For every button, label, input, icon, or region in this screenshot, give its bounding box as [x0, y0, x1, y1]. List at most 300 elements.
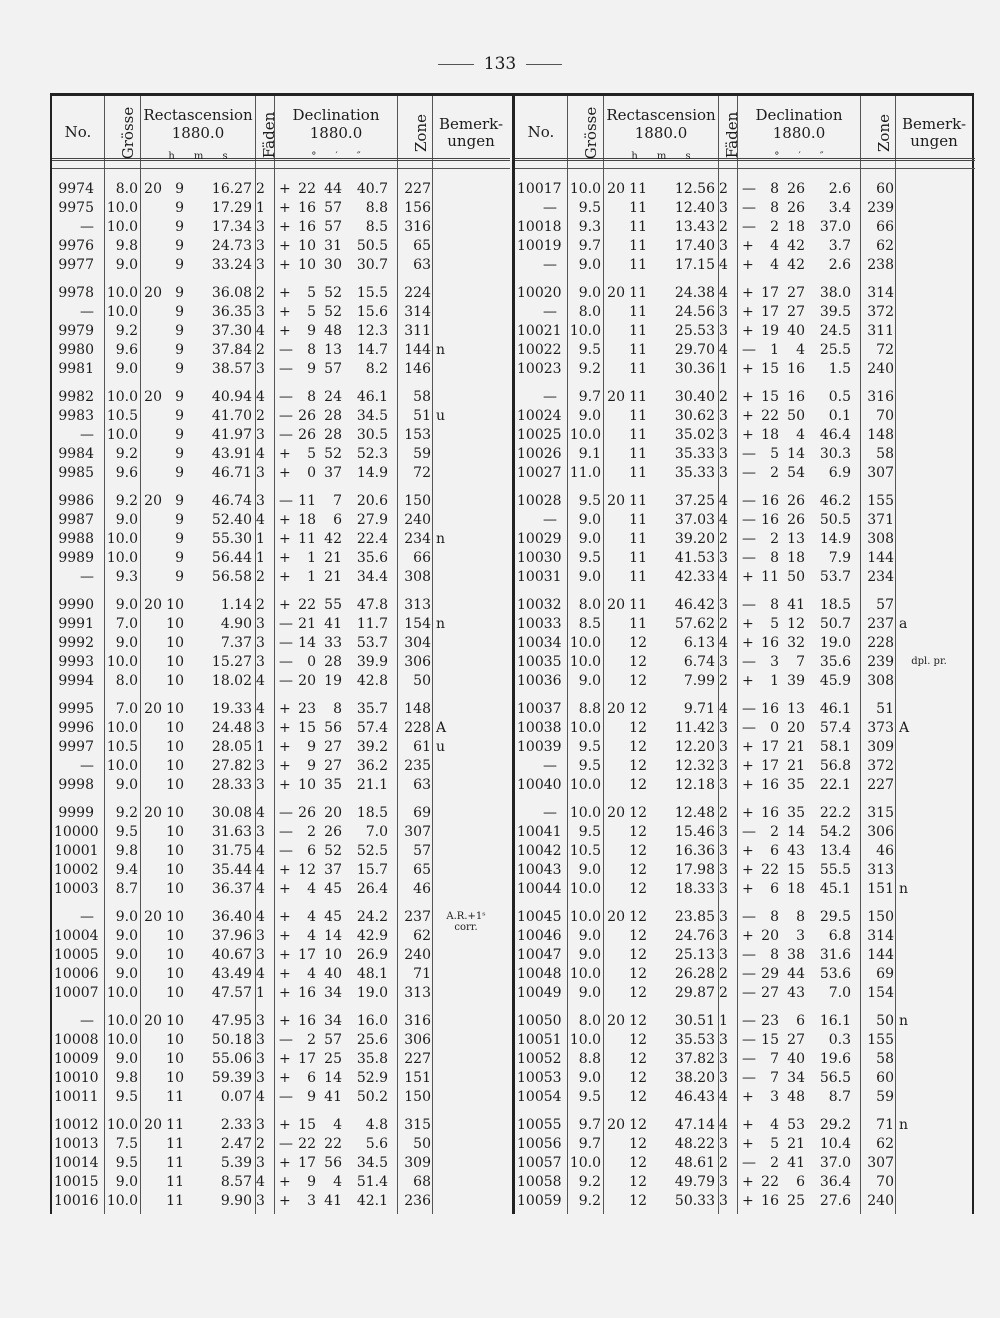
dec-arcmin: 52	[324, 304, 342, 320]
ra-minutes: 10	[166, 673, 184, 689]
ra-seconds: 6.13	[683, 635, 715, 651]
dec-sign: +	[279, 1070, 291, 1086]
ra-seconds: 43.49	[211, 966, 252, 982]
ra-seconds: 24.56	[674, 304, 715, 320]
ra-seconds: 31.75	[211, 843, 252, 859]
faeden-count: 2	[256, 569, 265, 585]
dec-arcmin: 57	[324, 200, 342, 216]
dec-arcsec: 34.5	[356, 1155, 388, 1171]
table-row	[52, 700, 510, 719]
faeden-count: 3	[719, 947, 728, 963]
ra-minutes: 9	[175, 550, 184, 566]
zone-number: 58	[876, 446, 894, 462]
dec-sign: +	[279, 200, 291, 216]
dec-arcmin: 44	[787, 966, 805, 982]
header-groesse: Grösse	[119, 106, 138, 160]
star-number: 10038	[517, 720, 562, 736]
table-row	[52, 615, 510, 634]
dec-arcsec: 15.6	[356, 304, 388, 320]
dec-degrees: 2	[770, 531, 779, 547]
zone-number: 313	[867, 862, 894, 878]
dec-sign: +	[742, 843, 754, 859]
star-number: 10045	[517, 909, 562, 925]
magnitude: 9.2	[578, 1174, 601, 1190]
table-row	[52, 322, 510, 341]
ra-minutes: 12	[629, 701, 647, 717]
zone-number: 308	[404, 569, 431, 585]
zone-number: 70	[876, 408, 894, 424]
zone-number: 71	[876, 1117, 894, 1133]
dec-sign: +	[742, 1193, 754, 1209]
dec-arcmin: 26	[324, 824, 342, 840]
faeden-count: 4	[719, 512, 728, 528]
table-row	[515, 984, 975, 1003]
star-number: 10006	[54, 966, 99, 982]
dec-sign: +	[742, 673, 754, 689]
ra-seconds: 36.37	[211, 881, 252, 897]
magnitude: 9.5	[578, 1089, 601, 1105]
dec-arcsec: 39.5	[819, 304, 851, 320]
dec-arcsec: 22.2	[819, 805, 851, 821]
star-number: 10039	[517, 739, 562, 755]
ra-seconds: 12.40	[674, 200, 715, 216]
dec-sign: +	[742, 569, 754, 585]
dec-degrees: 10	[298, 238, 316, 254]
dec-sign: +	[279, 465, 291, 481]
dec-arcmin: 21	[324, 569, 342, 585]
ra-minutes: 9	[175, 389, 184, 405]
zone-number: 60	[876, 1070, 894, 1086]
dec-degrees: 4	[770, 238, 779, 254]
star-number: 9995	[58, 701, 94, 717]
dec-degrees: 15	[298, 1117, 316, 1133]
dec-degrees: 3	[770, 654, 779, 670]
dec-degrees: 21	[298, 616, 316, 632]
ra-seconds: 12.56	[674, 181, 715, 197]
magnitude: 9.0	[115, 777, 138, 793]
zone-number: 58	[876, 1051, 894, 1067]
ra-minutes: 11	[166, 1136, 184, 1152]
ra-seconds: 37.03	[674, 512, 715, 528]
ra-seconds: 25.13	[674, 947, 715, 963]
dec-degrees: 26	[298, 805, 316, 821]
dec-arcmin: 10	[324, 947, 342, 963]
zone-number: 316	[404, 1013, 431, 1029]
ra-minutes: 11	[629, 408, 647, 424]
table-row	[52, 946, 510, 965]
dec-degrees: 0	[307, 465, 316, 481]
ra-seconds: 42.33	[674, 569, 715, 585]
dec-degrees: 7	[770, 1070, 779, 1086]
dec-sign: +	[742, 739, 754, 755]
dec-degrees: 4	[307, 928, 316, 944]
zone-number: 239	[867, 200, 894, 216]
magnitude: 10.0	[106, 654, 138, 670]
ra-minutes: 9	[175, 512, 184, 528]
dec-arcsec: 36.4	[819, 1174, 851, 1190]
ra-hours: 20	[144, 493, 162, 509]
dec-arcsec: 52.3	[356, 446, 388, 462]
ra-minutes: 11	[629, 389, 647, 405]
faeden-count: 4	[719, 493, 728, 509]
ra-minutes: 11	[629, 493, 647, 509]
star-number: 10034	[517, 635, 562, 651]
dec-degrees: 5	[307, 304, 316, 320]
ra-minutes: 11	[629, 219, 647, 235]
dec-arcsec: 37.0	[819, 1155, 851, 1171]
star-number: 10008	[54, 1032, 99, 1048]
header-subrule	[515, 168, 975, 169]
ra-seconds: 17.34	[211, 219, 252, 235]
star-number: —	[543, 758, 557, 774]
zone-number: 240	[867, 1193, 894, 1209]
magnitude: 10.0	[106, 1117, 138, 1133]
dec-arcmin: 7	[796, 654, 805, 670]
ra-seconds: 30.40	[674, 389, 715, 405]
dec-arcmin: 7	[333, 493, 342, 509]
dec-degrees: 1	[307, 550, 316, 566]
dec-arcmin: 13	[787, 531, 805, 547]
star-number: 10043	[517, 862, 562, 878]
dec-sign: —	[742, 947, 756, 963]
faeden-count: 3	[719, 1070, 728, 1086]
faeden-count: 2	[256, 1136, 265, 1152]
ra-seconds: 1.14	[220, 597, 252, 613]
ra-minutes: 12	[629, 1070, 647, 1086]
table-row	[52, 407, 510, 426]
dec-degrees: 11	[298, 493, 316, 509]
dec-arcmin: 37	[324, 862, 342, 878]
table-row	[515, 322, 975, 341]
faeden-count: 1	[256, 985, 265, 1001]
star-number: 10018	[517, 219, 562, 235]
dec-sign: +	[279, 928, 291, 944]
dec-arcmin: 52	[324, 285, 342, 301]
ra-seconds: 25.53	[674, 323, 715, 339]
ra-minutes: 12	[629, 805, 647, 821]
dec-degrees: 16	[761, 635, 779, 651]
dec-arcmin: 4	[796, 427, 805, 443]
faeden-count: 3	[719, 200, 728, 216]
faeden-count: 1	[256, 531, 265, 547]
dec-arcsec: 56.5	[819, 1070, 851, 1086]
star-number: —	[543, 389, 557, 405]
dec-arcmin: 14	[787, 824, 805, 840]
dec-arcsec: 40.7	[356, 181, 388, 197]
ra-minutes: 10	[166, 1013, 184, 1029]
header-ra-epoch: 1880.0	[634, 124, 688, 142]
dec-arcsec: 46.4	[819, 427, 851, 443]
magnitude: 10.0	[569, 654, 601, 670]
dec-sign: —	[742, 446, 756, 462]
faeden-count: 3	[256, 219, 265, 235]
faeden-count: 2	[256, 597, 265, 613]
dec-arcmin: 13	[787, 701, 805, 717]
ra-seconds: 16.27	[211, 181, 252, 197]
magnitude: 9.2	[115, 493, 138, 509]
dec-arcmin: 34	[324, 985, 342, 1001]
dec-arcmin: 57	[324, 361, 342, 377]
ra-minutes: 11	[166, 1174, 184, 1190]
magnitude: 10.0	[106, 427, 138, 443]
zone-number: 227	[404, 1051, 431, 1067]
dec-arcsec: 16.0	[356, 1013, 388, 1029]
faeden-count: 2	[719, 985, 728, 1001]
faeden-count: 3	[256, 257, 265, 273]
dec-arcmin: 26	[787, 493, 805, 509]
dec-arcsec: 8.2	[365, 361, 388, 377]
dec-arcmin: 48	[324, 323, 342, 339]
magnitude: 10.0	[569, 966, 601, 982]
magnitude: 10.0	[106, 531, 138, 547]
dec-arcmin: 14	[324, 1070, 342, 1086]
dec-arcsec: 53.7	[356, 635, 388, 651]
dec-arcmin: 18	[787, 550, 805, 566]
dec-arcsec: 57.4	[819, 720, 851, 736]
zone-number: 237	[867, 616, 894, 632]
magnitude: 9.2	[115, 323, 138, 339]
faeden-count: 1	[256, 200, 265, 216]
faeden-count: 3	[719, 720, 728, 736]
zone-number: 228	[867, 635, 894, 651]
dec-degrees: 5	[770, 446, 779, 462]
dec-degrees: 8	[770, 947, 779, 963]
table-row	[52, 256, 510, 275]
dec-sign: +	[742, 1174, 754, 1190]
ra-minutes: 10	[166, 1051, 184, 1067]
zone-number: 308	[867, 531, 894, 547]
ra-seconds: 33.24	[211, 257, 252, 273]
dec-sign: —	[279, 1032, 293, 1048]
table-row	[515, 180, 975, 199]
zone-number: 146	[404, 361, 431, 377]
dec-degrees: 5	[307, 285, 316, 301]
magnitude: 10.0	[106, 550, 138, 566]
dec-arcsec: 48.1	[356, 966, 388, 982]
dec-arcsec: 35.6	[356, 550, 388, 566]
star-number: 10040	[517, 777, 562, 793]
table-row	[52, 445, 510, 464]
dec-degrees: 22	[298, 181, 316, 197]
ra-seconds: 37.84	[211, 342, 252, 358]
zone-number: 58	[413, 389, 431, 405]
faeden-count: 3	[256, 304, 265, 320]
ra-seconds: 35.33	[674, 465, 715, 481]
star-number: 10054	[517, 1089, 562, 1105]
table-row	[52, 530, 510, 549]
dec-arcmin: 19	[324, 673, 342, 689]
ra-minutes: 12	[629, 881, 647, 897]
remark: a	[899, 616, 908, 632]
table-row	[52, 842, 510, 861]
star-number: 10052	[517, 1051, 562, 1067]
dec-arcsec: 26.9	[356, 947, 388, 963]
dec-sign: +	[279, 1117, 291, 1133]
dec-arcsec: 42.8	[356, 673, 388, 689]
table-row	[515, 549, 975, 568]
dec-degrees: 10	[298, 777, 316, 793]
star-number: 9974	[58, 181, 94, 197]
dec-arcmin: 45	[324, 909, 342, 925]
ra-minutes: 12	[629, 720, 647, 736]
ra-seconds: 28.33	[211, 777, 252, 793]
dec-degrees: 22	[761, 408, 779, 424]
ra-minutes: 10	[166, 843, 184, 859]
ra-minutes: 10	[166, 654, 184, 670]
table-row	[52, 634, 510, 653]
dec-arcmin: 8	[333, 701, 342, 717]
ra-seconds: 48.61	[674, 1155, 715, 1171]
magnitude: 9.6	[115, 342, 138, 358]
faeden-count: 3	[256, 1155, 265, 1171]
magnitude: 10.0	[569, 881, 601, 897]
ra-seconds: 7.37	[220, 635, 252, 651]
star-number: 10022	[517, 342, 562, 358]
dec-degrees: 1	[770, 673, 779, 689]
faeden-count: 4	[719, 1089, 728, 1105]
table-row	[515, 804, 975, 823]
magnitude: 8.7	[115, 881, 138, 897]
dec-degrees: 8	[770, 597, 779, 613]
dec-degrees: 11	[761, 569, 779, 585]
dec-sign: +	[279, 720, 291, 736]
table-row	[515, 1135, 975, 1154]
zone-number: 46	[876, 843, 894, 859]
star-number: 9993	[58, 654, 94, 670]
dec-degrees: 2	[307, 824, 316, 840]
ra-minutes: 12	[629, 1174, 647, 1190]
star-number: 10014	[54, 1155, 99, 1171]
dec-arcmin: 24	[324, 389, 342, 405]
ra-seconds: 47.95	[211, 1013, 252, 1029]
dec-sign: +	[279, 739, 291, 755]
dec-arcsec: 54.2	[819, 824, 851, 840]
ra-minutes: 12	[629, 928, 647, 944]
magnitude: 9.0	[578, 257, 601, 273]
dec-degrees: 16	[298, 1013, 316, 1029]
ra-minutes: 10	[166, 824, 184, 840]
dec-arcsec: 24.2	[356, 909, 388, 925]
faeden-count: 3	[719, 881, 728, 897]
zone-number: 316	[404, 219, 431, 235]
zone-number: 154	[404, 616, 431, 632]
dec-degrees: 16	[761, 805, 779, 821]
remark: n	[436, 531, 446, 547]
magnitude: 7.0	[115, 616, 138, 632]
dec-arcsec: 27.9	[356, 512, 388, 528]
dec-sign: —	[742, 909, 756, 925]
dec-arcsec: 0.5	[828, 389, 851, 405]
magnitude: 10.0	[106, 1193, 138, 1209]
dec-arcmin: 18	[787, 881, 805, 897]
dec-sign: —	[279, 654, 293, 670]
dec-degrees: 22	[761, 862, 779, 878]
ra-minutes: 11	[629, 531, 647, 547]
table-row	[52, 965, 510, 984]
magnitude: 9.5	[115, 1089, 138, 1105]
zone-number: 308	[867, 673, 894, 689]
table-row	[515, 237, 975, 256]
zone-number: 240	[867, 361, 894, 377]
table-row	[515, 1173, 975, 1192]
dec-sign: +	[742, 361, 754, 377]
table-row	[52, 653, 510, 672]
faeden-count: 3	[719, 909, 728, 925]
ra-seconds: 28.05	[211, 739, 252, 755]
faeden-count: 3	[256, 1117, 265, 1133]
faeden-count: 2	[719, 531, 728, 547]
magnitude: 9.5	[578, 342, 601, 358]
dec-sign: —	[279, 389, 293, 405]
dec-degrees: 9	[307, 1174, 316, 1190]
table-row	[52, 1116, 510, 1135]
dec-arcsec: 34.4	[356, 569, 388, 585]
faeden-count: 4	[256, 323, 265, 339]
ra-hours: 20	[144, 285, 162, 301]
table-row	[515, 445, 975, 464]
table-row	[52, 1088, 510, 1107]
table-row	[515, 719, 975, 738]
table-row	[52, 360, 510, 379]
remark: n	[899, 881, 909, 897]
dec-degrees: 22	[298, 1136, 316, 1152]
dec-degrees: 29	[761, 966, 779, 982]
faeden-count: 4	[256, 1174, 265, 1190]
header-dec-units: ° ′ ″	[311, 151, 361, 162]
magnitude: 9.5	[578, 550, 601, 566]
header-faeden: Fäden	[260, 111, 279, 159]
dec-arcsec: 45.9	[819, 673, 851, 689]
zone-number: 372	[867, 304, 894, 320]
dec-sign: —	[742, 493, 756, 509]
dec-degrees: 22	[298, 597, 316, 613]
zone-number: 150	[867, 909, 894, 925]
header-ra-epoch: 1880.0	[171, 124, 225, 142]
star-number: 10009	[54, 1051, 99, 1067]
dec-arcmin: 15	[787, 862, 805, 878]
ra-seconds: 49.79	[674, 1174, 715, 1190]
faeden-count: 2	[256, 408, 265, 424]
ra-seconds: 24.38	[674, 285, 715, 301]
remark: n	[899, 1013, 909, 1029]
dec-sign: +	[742, 238, 754, 254]
zone-number: 59	[876, 1089, 894, 1105]
magnitude: 9.4	[115, 862, 138, 878]
faeden-count: 3	[256, 1070, 265, 1086]
zone-number: 306	[404, 1032, 431, 1048]
faeden-count: 3	[719, 446, 728, 462]
table-row	[52, 303, 510, 322]
ra-seconds: 18.33	[674, 881, 715, 897]
ra-seconds: 17.29	[211, 200, 252, 216]
ra-minutes: 12	[629, 1051, 647, 1067]
dec-degrees: 8	[770, 550, 779, 566]
dec-arcsec: 15.5	[356, 285, 388, 301]
faeden-count: 3	[256, 361, 265, 377]
star-number: 9994	[58, 673, 94, 689]
ra-minutes: 9	[175, 323, 184, 339]
magnitude: 10.0	[569, 1155, 601, 1171]
faeden-count: 4	[719, 257, 728, 273]
faeden-count: 3	[719, 550, 728, 566]
dec-arcmin: 41	[787, 1155, 805, 1171]
remark: n	[436, 616, 446, 632]
magnitude: 9.7	[578, 1117, 601, 1133]
dec-sign: +	[279, 323, 291, 339]
ra-seconds: 13.43	[674, 219, 715, 235]
remark: u	[436, 739, 446, 755]
dec-arcsec: 22.4	[356, 531, 388, 547]
